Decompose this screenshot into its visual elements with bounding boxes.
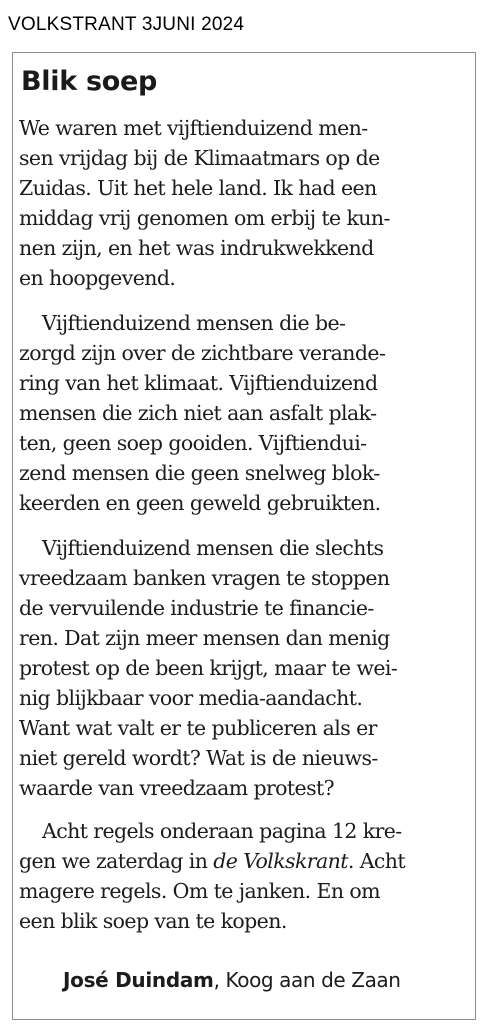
body-line: Zuidas. Uit het hele land. Ik had een: [19, 176, 377, 200]
body-line: Want wat valt er te publiceren als er: [19, 716, 377, 740]
body-line: een blik soep van te kopen.: [19, 909, 287, 933]
body-line: vreedzaam banken vragen te stoppen: [19, 566, 390, 590]
author-name: José Duindam: [63, 968, 214, 992]
body-line: Vijftienduizend mensen die slechts: [42, 536, 384, 560]
body-line: sen vrijdag bij de Klimaatmars op de: [19, 146, 380, 170]
body-line: keerden en geen geweld gebruikten.: [19, 491, 381, 515]
body-line: ren. Dat zijn meer mensen dan menig: [19, 626, 390, 650]
body-line: ten, geen soep gooiden. Vijftiendui-: [19, 431, 367, 455]
body-line: nen zijn, en het was indrukwekkend: [19, 236, 374, 260]
body-line: magere regels. Om te janken. En om: [19, 879, 380, 903]
body-line: nig blijkbaar voor media-aandacht.: [19, 686, 363, 710]
publication-name: de Volkskrant: [213, 849, 348, 873]
body-line: Acht regels onderaan pagina 12 kre-: [42, 819, 402, 843]
body-line: We waren met vijftienduizend men-: [19, 116, 368, 140]
body-line: de vervuilende industrie te financie-: [19, 596, 374, 620]
letter-signature: [63, 968, 401, 992]
body-line: Vijftienduizend mensen die be-: [42, 311, 346, 335]
body-line: protest op de been krijgt, maar te wei-: [19, 656, 398, 680]
line-text: . Acht: [347, 849, 406, 873]
letter-headline: Blik soep: [21, 66, 158, 97]
body-line: middag vrij genomen om erbij te kun-: [19, 206, 390, 230]
body-line: zorgd zijn over de zichtbare verande-: [19, 341, 386, 365]
body-line: en hoopgevend.: [19, 266, 176, 290]
source-label: VOLKSTRANT 3JUNI 2024: [8, 14, 245, 35]
line-text: gen we zaterdag in: [19, 849, 214, 873]
author-location: , Koog aan de Zaan: [213, 968, 401, 992]
body-line: waarde van vreedzaam protest?: [19, 776, 335, 800]
body-line: mensen die zich niet aan asfalt plak-: [19, 401, 377, 425]
body-line: ring van het klimaat. Vijftienduizend: [19, 371, 378, 395]
body-line: zend mensen die geen snelweg blok-: [19, 461, 380, 485]
body-line: niet gereld wordt? Wat is de nieuws-: [19, 746, 378, 770]
body-line-with-publication: [19, 849, 405, 873]
